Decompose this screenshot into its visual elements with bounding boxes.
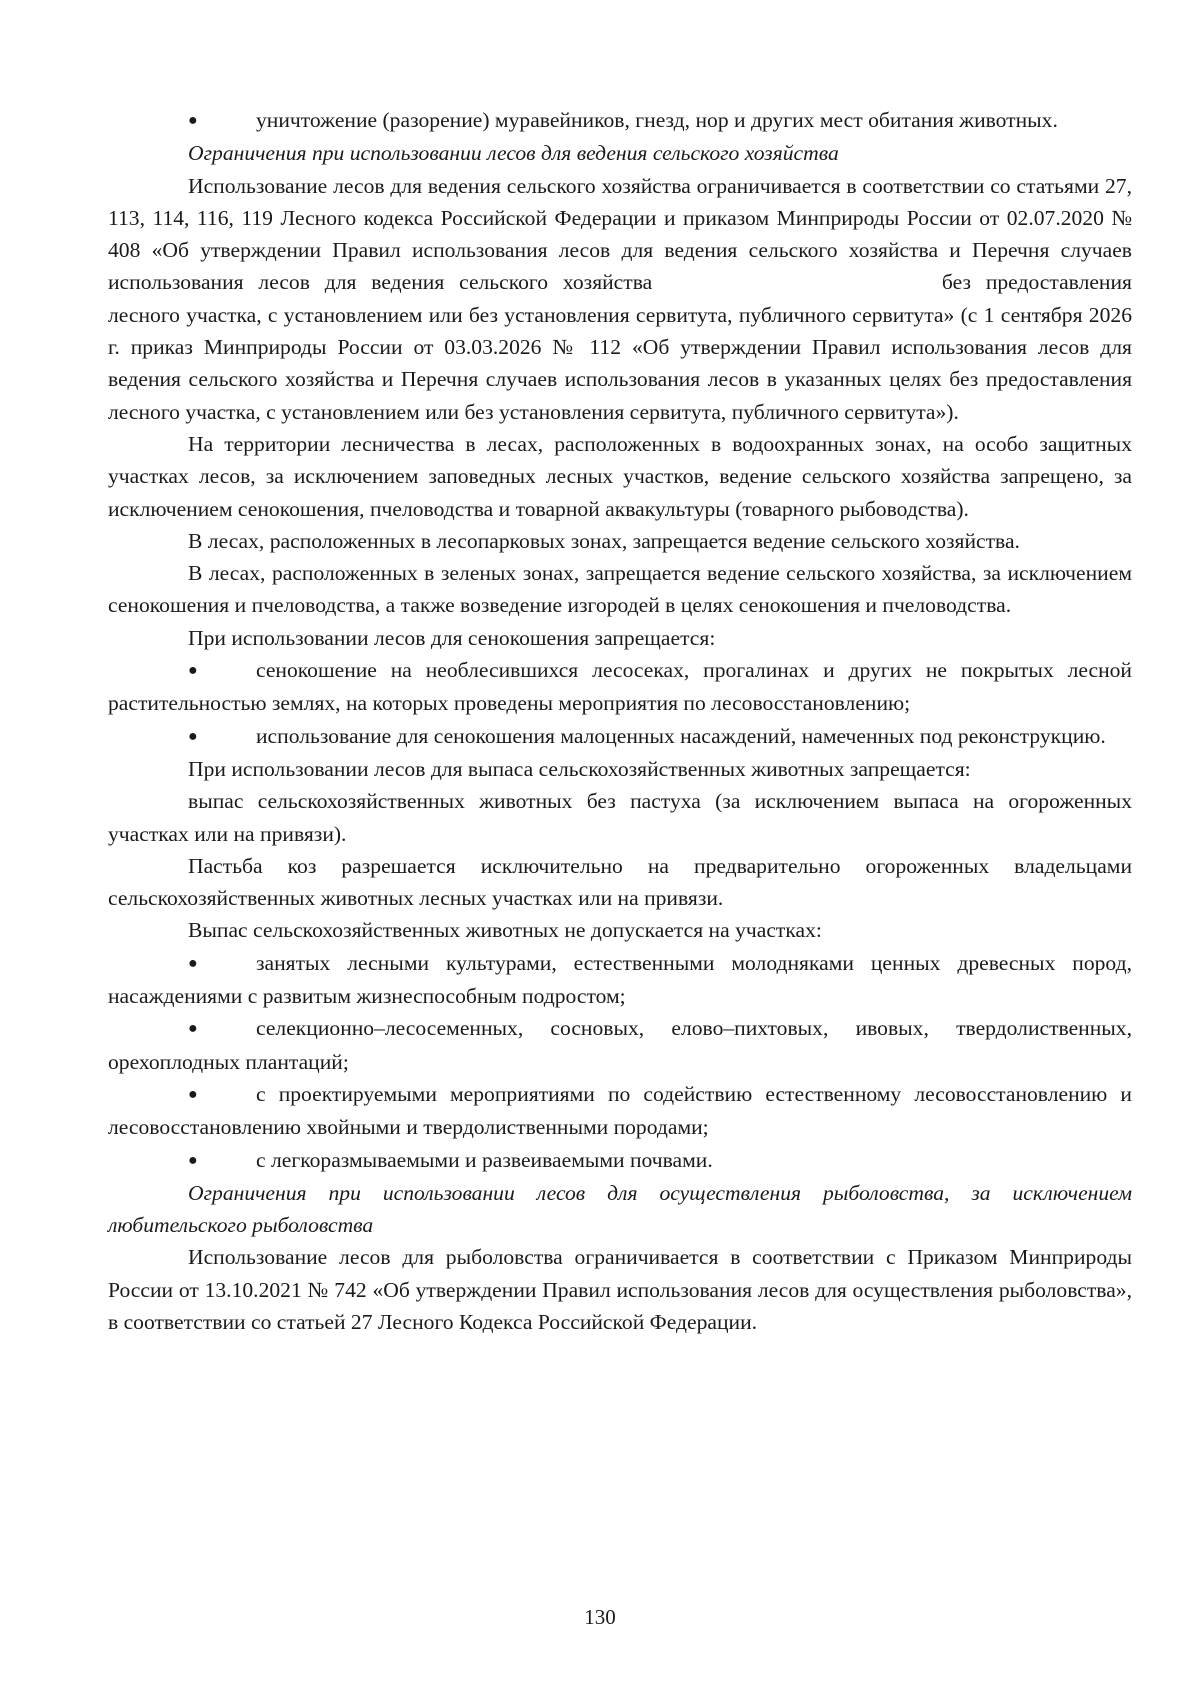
paragraph-goat-grazing: Пастьба коз разрешается исключительно на предварительно огороженных владельцами сельскохозяйственных животных лесных участках или на привязи. xyxy=(108,853,1132,911)
document-body xyxy=(108,104,1132,1338)
page-number: 130 xyxy=(584,1605,616,1629)
paragraph-text-part-a: Использование лесов для ведения сельского хозяйства ограничивается в соответствии со статьями 27, 113, 114, 116, 119 Лесного кодекса Российской Федерации и приказом Минприроды России от 02.07.2020 № 408 «Об утверждении Правил использования лесов для ведения сельского хозяйства и Перечня случаев использования лесов для ведения сельского хозяйства xyxy=(108,173,1132,295)
paragraph-text-part-b: без предоставления лесного участка, с установлением или без установления сервитута, публичного сервитута» (с 1 сентября 2026 г. приказ Минприроды России от 03.03.2026 № 112 «Об утверждении Правил использования лесов для ведения сельского хозяйства и Перечня случаев использования лесов в указанных целях без предоставления лесного участка, с установлением или без установления сервитута, публичного сервитута»). xyxy=(108,270,1132,424)
bullet-item-erodible-soils xyxy=(108,1144,1132,1177)
paragraph-text: с проектируемыми мероприятиями по содействию естественному лесовосстановлению и лесовосстановлению хвойными и твердолиственными породами; xyxy=(108,1081,1132,1140)
bullet-item-haymaking-clearings xyxy=(108,654,1132,720)
bullet-icon: ● xyxy=(188,662,198,680)
paragraph-haymaking-intro: При использовании лесов для сенокошения запрещается: xyxy=(188,625,716,650)
paragraph-text: с легкоразмываемыми и развеиваемыми почвами. xyxy=(256,1147,713,1172)
bullet-item-forest-cultures xyxy=(108,947,1132,1013)
paragraph-forest-park-zones: В лесах, расположенных в лесопарковых зонах, запрещается ведение сельского хозяйства. xyxy=(188,528,1020,553)
bullet-icon: ● xyxy=(188,1085,198,1103)
bullet-icon: ● xyxy=(188,727,198,745)
bullet-item-plantations xyxy=(108,1012,1132,1078)
bullet-item-reforestation-measures xyxy=(108,1078,1132,1144)
paragraph-text: уничтожение (разорение) муравейников, гнезд, нор и других мест обитания животных. xyxy=(256,108,1058,132)
paragraph-grazing-restricted-areas: Выпас сельскохозяйственных животных не допускается на участках: xyxy=(188,918,822,943)
paragraph-agriculture-regulation xyxy=(108,170,1132,428)
paragraph-text: использование для сенокошения малоценных насаждений, намеченных под реконструкцию. xyxy=(256,723,1106,748)
bullet-icon: ● xyxy=(188,1020,198,1038)
paragraph-text: занятых лесными культурами, естественными молодняками ценных древесных пород, насаждениями с развитым жизнеспособным подростом; xyxy=(108,950,1132,1009)
paragraph-fishing-regulation: Использование лесов для рыболовства ограничивается в соответствии с Приказом Минприроды России от 13.10.2021 № 742 «Об утверждении Правил использования лесов для осуществления рыболовства», в соответствии со статьей 27 Лесного Кодекса Российской Федерации. xyxy=(108,1245,1132,1334)
paragraph-green-zones: В лесах, расположенных в зеленых зонах, запрещается ведение сельского хозяйства, за исключением сенокошения и пчеловодства, а также возведение изгородей в целях сенокошения и пчеловодства. xyxy=(108,561,1132,618)
bullet-icon: ● xyxy=(188,112,198,129)
paragraph-grazing-intro: При использовании лесов для выпаса сельскохозяйственных животных запрещается: xyxy=(188,756,971,781)
bullet-icon: ● xyxy=(188,1151,198,1169)
section-heading-fishing: Ограничения при использовании лесов для осуществления рыболовства, за исключением любительского рыболовства xyxy=(108,1180,1132,1238)
paragraph-water-protection-zones: На территории лесничества в лесах, расположенных в водоохранных зонах, на особо защитных участках лесов, за исключением заповедных лесных участков, ведение сельского хозяйства запрещено, за исключением сенокошения, пчеловодства и товарной аквакультуры (товарного рыбоводства). xyxy=(108,431,1132,521)
bullet-item-destruction-of-habitats xyxy=(108,104,1132,137)
bullet-icon: ● xyxy=(188,954,198,972)
paragraph-text: селекционно–лесосеменных, сосновых, елово–пихтовых, ивовых, твердолиственных, орехоплодных плантаций; xyxy=(108,1016,1132,1074)
section-heading-agriculture: Ограничения при использовании лесов для ведения сельского хозяйства xyxy=(188,141,839,166)
bullet-item-low-value-stands xyxy=(108,720,1132,753)
paragraph-text: сенокошение на необлесившихся лесосеках, прогалинах и других не покрытых лесной растительностью землях, на которых проведены мероприятия по лесовосстановлению; xyxy=(108,658,1132,716)
paragraph-grazing-without-herder: выпас сельскохозяйственных животных без пастуха (за исключением выпаса на огороженных участках или на привязи). xyxy=(108,789,1132,846)
